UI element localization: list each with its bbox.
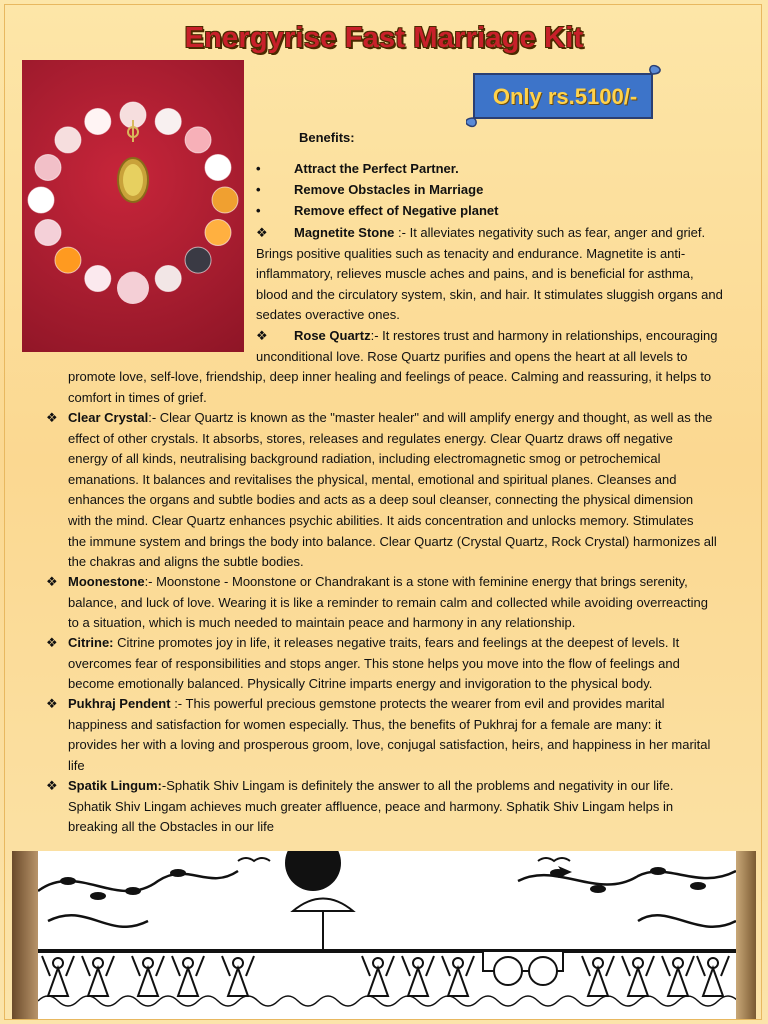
bead [35, 154, 61, 180]
stone-entry-spatik-lingum: ❖ Spatik Lingum:-Sphatik Shiv Lingam is definitely the answer to all the problems and negativity in our life. Sphatik Shiv Lingam achieves much greater affluence, peace and harmony. Sphatik Shiv Lingam helps in breaking all the Obstacles in our life [46, 778, 674, 835]
bead [85, 108, 111, 134]
figure-body [42, 956, 74, 996]
black-dot-icon: • [256, 203, 261, 218]
bead [185, 127, 211, 153]
stone-entry-clear-crystal: ❖ Clear Crystal:- Clear Quartz is known as the "master healer" and will amplify energy and thought, as well as the effect of other crystals. It absorbs, stores, releases and regulates energy. Clear Quartz draws off negative energy of all kinds, neutralising background radiation, including electromagnetic smog or petrochemical emanations. It balances and revitalises the physical, mental, emotional and spiritual planes. Cleanses and enhances the organs and subtle bodies and acts as a deep soul cleanser, connecting the physical dimension with the mind. Clear Quartz enhances psychic abilities. It aids concentration and unlocks memory. Stimulates the immune system and brings the body into balance. Clear Quartz (Crystal Quartz, Rock Crystal) harmonizes all the chakras and aligns the subtle bodies. [46, 410, 717, 570]
four-diamond-bullet-icon: ❖ [46, 574, 58, 589]
four-diamond-bullet-icon: ❖ [46, 635, 58, 650]
figure-body [362, 956, 394, 996]
stone-name: Magnetite Stone [294, 225, 395, 240]
stone-name: Spatik Lingum: [68, 778, 162, 793]
figure-body [132, 956, 164, 996]
stone-name: Moonestone [68, 574, 145, 589]
four-diamond-bullet-icon: ❖ [46, 696, 58, 711]
stone-name: Clear Crystal [68, 410, 149, 425]
procession-illustration-icon [38, 851, 736, 1019]
stone-name: Rose Quartz [294, 328, 371, 343]
price-banner [466, 64, 664, 128]
price-label: Only rs.5100/- [492, 84, 638, 109]
bracelet-photo [22, 60, 244, 352]
four-diamond-bullet-icon: ❖ [256, 225, 268, 240]
four-diamond-bullet-icon: ❖ [256, 328, 268, 343]
figure-body [582, 956, 614, 996]
stone-entry-pukhraj: ❖ Pukhraj Pendent :- This powerful precious gemstone protects the wearer from evil and provides marital happiness and satisfaction for women especially. Thus, the benefits of Pukhraj for a female are many: it provides her with a loving and prosperous groom, love, conjugal satisfaction, heirs, and happiness in her marital life [46, 696, 711, 773]
stone-entry-magnetite: ❖ Magnetite Stone :- It alleviates negativity such as fear, anger and grief. Brings positive qualities such as tenacity and endurance. Magnetite is anti- inflammatory, relieves muscle aches and pains, and is beneficial for asthma, blood and the circulatory system, skin, and hair. It stimulates sluggish organs and sedates overactive ones. [256, 225, 723, 323]
bead [205, 154, 231, 180]
figure-body [82, 956, 114, 996]
stone-name: Pukhraj Pendent [68, 696, 171, 711]
figure-body [442, 956, 474, 996]
bead [205, 220, 231, 246]
bead [85, 266, 111, 292]
bracelet-image-icon [22, 60, 244, 352]
four-diamond-bullet-icon: ❖ [46, 778, 58, 793]
bead [155, 108, 181, 134]
black-dot-icon: • [256, 182, 261, 197]
page-title: Energyrise Fast Marriage Kit [184, 22, 584, 54]
stone-entry-moonestone: ❖ Moonestone:- Moonstone - Moonstone or Chandrakant is a stone with feminine energy that brings serenity, balance, and luck of love. Wearing it is like a reminder to remain calm and collected while avoiding overreacting to a situation, which is much needed to maintain peace and harmony in any relationship. [46, 574, 708, 631]
bead [55, 247, 81, 273]
figure-body [402, 956, 434, 996]
figure-body [172, 956, 204, 996]
bead [28, 187, 54, 213]
bead [35, 220, 61, 246]
black-dot-icon: • [256, 161, 261, 176]
bead [212, 187, 238, 213]
bead [155, 266, 181, 292]
stone-entry-rose-quartz-cont: promote love, self-love, friendship, deep inner healing and feelings of peace. Calming and reassuring, it helps to comfort in times of grief. [68, 369, 712, 405]
footer-right-edge [736, 851, 756, 1019]
bead [117, 272, 149, 304]
figure-body [622, 956, 654, 996]
stone-name: Citrine: [68, 635, 114, 650]
figure-body [222, 956, 254, 996]
figure-body [697, 956, 729, 996]
figure-body [662, 956, 694, 996]
bead [55, 127, 81, 153]
bead [185, 247, 211, 273]
footer-left-edge [12, 851, 38, 1019]
stone-entry-citrine: ❖ Citrine: Citrine promotes joy in life, it releases negative traits, fears and feelings at the deepest of levels. It overcomes fear of responsibilities and stops anger. This stone helps you move into the flow of feelings and become emotionally balanced. Physically Citrine imparts energy and invigoration to the physical body. [46, 635, 680, 692]
wedding-procession-art [38, 851, 736, 1019]
four-diamond-bullet-icon: ❖ [46, 410, 58, 425]
stone-entry-rose-quartz: ❖ Rose Quartz:- It restores trust and harmony in relationships, encouraging unconditional love. Rose Quartz purifies and opens the heart at all levels to [256, 328, 718, 364]
benefits-heading: Benefits: [299, 130, 355, 145]
